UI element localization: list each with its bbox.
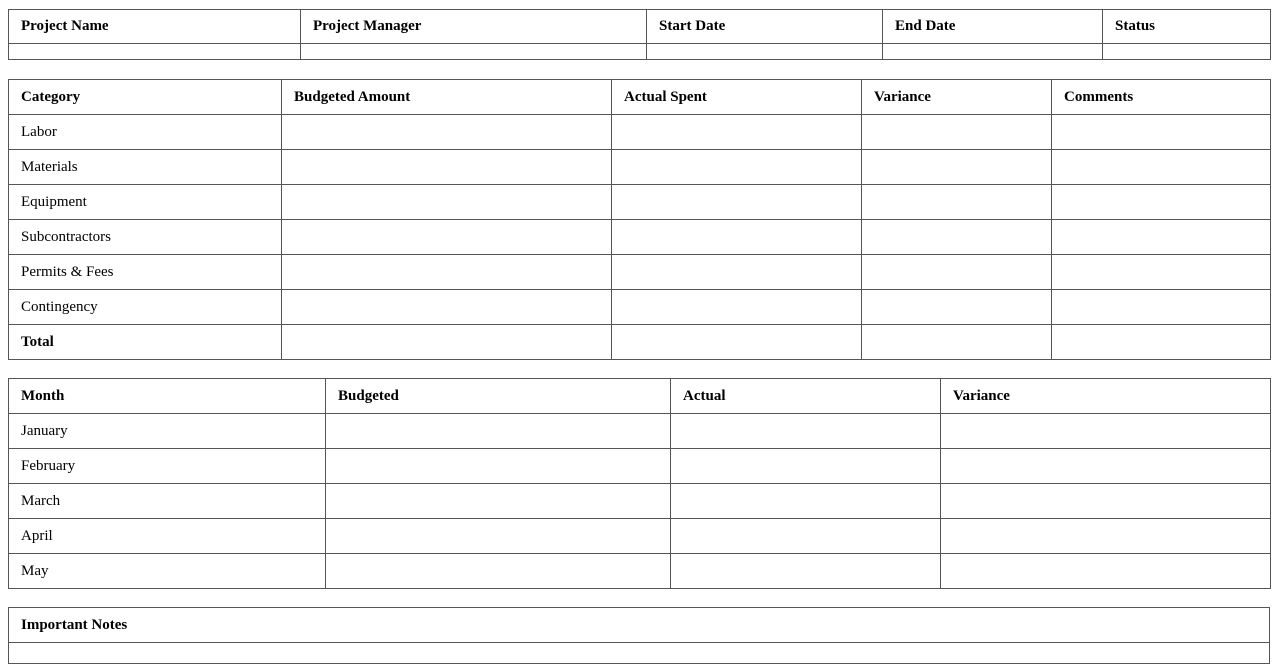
table-row	[9, 414, 1271, 449]
category-materials: Materials	[9, 150, 282, 185]
budget-header-row	[9, 80, 1271, 115]
table-row	[9, 185, 1271, 220]
header-month: Month	[9, 379, 326, 414]
actual-spent-cell[interactable]	[612, 290, 862, 325]
budgeted-cell[interactable]	[326, 449, 671, 484]
actual-spent-cell[interactable]	[612, 255, 862, 290]
comments-cell[interactable]	[1052, 150, 1271, 185]
variance-cell[interactable]	[941, 449, 1271, 484]
month-may: May	[9, 554, 326, 589]
header-project-manager: Project Manager	[301, 10, 647, 44]
table-row	[9, 519, 1271, 554]
project-manager-cell[interactable]	[301, 44, 647, 60]
month-january: January	[9, 414, 326, 449]
header-budgeted-amount: Budgeted Amount	[282, 80, 612, 115]
header-status: Status	[1103, 10, 1271, 44]
category-subcontractors: Subcontractors	[9, 220, 282, 255]
category-labor: Labor	[9, 115, 282, 150]
project-info-value-row	[9, 44, 1271, 60]
variance-cell[interactable]	[862, 185, 1052, 220]
header-budgeted: Budgeted	[326, 379, 671, 414]
actual-spent-cell[interactable]	[612, 115, 862, 150]
total-variance-cell[interactable]	[862, 325, 1052, 360]
category-equipment: Equipment	[9, 185, 282, 220]
actual-spent-cell[interactable]	[612, 220, 862, 255]
important-notes-heading: Important Notes	[9, 608, 1270, 643]
month-february: February	[9, 449, 326, 484]
budgeted-cell[interactable]	[326, 414, 671, 449]
variance-cell[interactable]	[862, 150, 1052, 185]
table-row	[9, 484, 1271, 519]
comments-cell[interactable]	[1052, 185, 1271, 220]
header-actual-spent: Actual Spent	[612, 80, 862, 115]
table-row	[9, 449, 1271, 484]
category-contingency: Contingency	[9, 290, 282, 325]
budgeted-amount-cell[interactable]	[282, 255, 612, 290]
variance-cell[interactable]	[862, 255, 1052, 290]
actual-spent-cell[interactable]	[612, 150, 862, 185]
comments-cell[interactable]	[1052, 115, 1271, 150]
header-project-name: Project Name	[9, 10, 301, 44]
variance-cell[interactable]	[941, 519, 1271, 554]
variance-cell[interactable]	[941, 554, 1271, 589]
total-comments-cell[interactable]	[1052, 325, 1271, 360]
project-info-table	[8, 9, 1271, 60]
actual-cell[interactable]	[671, 554, 941, 589]
notes-header-row	[9, 608, 1270, 643]
table-row	[9, 220, 1271, 255]
header-comments: Comments	[1052, 80, 1271, 115]
actual-cell[interactable]	[671, 449, 941, 484]
notes-body-row	[9, 643, 1270, 664]
variance-cell[interactable]	[862, 115, 1052, 150]
variance-cell[interactable]	[941, 414, 1271, 449]
monthly-table	[8, 378, 1271, 589]
table-row	[9, 150, 1271, 185]
total-budgeted-cell[interactable]	[282, 325, 612, 360]
table-row	[9, 290, 1271, 325]
actual-cell[interactable]	[671, 414, 941, 449]
budgeted-cell[interactable]	[326, 484, 671, 519]
status-cell[interactable]	[1103, 44, 1271, 60]
actual-cell[interactable]	[671, 519, 941, 554]
total-row	[9, 325, 1271, 360]
total-label: Total	[9, 325, 282, 360]
budget-table	[8, 79, 1271, 360]
budgeted-cell[interactable]	[326, 519, 671, 554]
budgeted-amount-cell[interactable]	[282, 290, 612, 325]
header-actual: Actual	[671, 379, 941, 414]
monthly-header-row	[9, 379, 1271, 414]
budgeted-amount-cell[interactable]	[282, 115, 612, 150]
notes-table	[8, 607, 1270, 664]
header-end-date: End Date	[883, 10, 1103, 44]
notes-cell[interactable]	[9, 643, 1270, 664]
total-actual-cell[interactable]	[612, 325, 862, 360]
comments-cell[interactable]	[1052, 220, 1271, 255]
variance-cell[interactable]	[941, 484, 1271, 519]
variance-cell[interactable]	[862, 290, 1052, 325]
header-variance: Variance	[862, 80, 1052, 115]
header-start-date: Start Date	[647, 10, 883, 44]
header-category: Category	[9, 80, 282, 115]
header-monthly-variance: Variance	[941, 379, 1271, 414]
variance-cell[interactable]	[862, 220, 1052, 255]
budgeted-cell[interactable]	[326, 554, 671, 589]
budgeted-amount-cell[interactable]	[282, 220, 612, 255]
budgeted-amount-cell[interactable]	[282, 150, 612, 185]
end-date-cell[interactable]	[883, 44, 1103, 60]
start-date-cell[interactable]	[647, 44, 883, 60]
budgeted-amount-cell[interactable]	[282, 185, 612, 220]
table-row	[9, 255, 1271, 290]
comments-cell[interactable]	[1052, 255, 1271, 290]
project-info-header-row	[9, 10, 1271, 44]
category-permits-fees: Permits & Fees	[9, 255, 282, 290]
table-row	[9, 115, 1271, 150]
actual-spent-cell[interactable]	[612, 185, 862, 220]
month-march: March	[9, 484, 326, 519]
project-name-cell[interactable]	[9, 44, 301, 60]
comments-cell[interactable]	[1052, 290, 1271, 325]
actual-cell[interactable]	[671, 484, 941, 519]
month-april: April	[9, 519, 326, 554]
table-row	[9, 554, 1271, 589]
